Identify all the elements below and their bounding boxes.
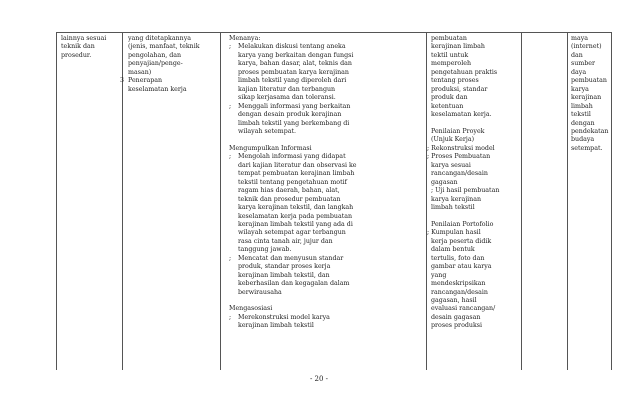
text-line: keselamatan kerja (128, 85, 187, 93)
text-line: keberhasilan dan kegagalan dalam (238, 280, 350, 288)
text-line: wilayah setempat agar terbangun (238, 229, 346, 237)
text-line: lainnya sesuai (61, 35, 107, 42)
text-line: Menggali informasi yang berkaitan (238, 102, 351, 110)
text-line: kerajinan limbah (571, 94, 602, 110)
text-line: Proses Pembuatan (431, 153, 491, 161)
text-line: tekstil tentang pengetahuan motif (238, 178, 347, 186)
list-item (229, 103, 423, 137)
bullet: ; (229, 153, 232, 161)
page-number: - 20 - (309, 375, 329, 383)
text-line: wilayah setempat. (238, 127, 297, 135)
text-line: karya, bahan dasar, alat, teknis dan (238, 60, 352, 68)
text-line: keselamatan kerja. (431, 111, 492, 119)
text-line: mendeskripsikan (431, 280, 486, 288)
bullet: ; (229, 254, 232, 262)
text-line: limbah tekstil yang diperoleh dari (238, 77, 347, 85)
text-line: yang ditetapkannya (128, 35, 192, 42)
bullet: ; (229, 102, 232, 110)
text-line: keselamatan kerja pada pembuatan (238, 212, 353, 220)
text-line: pembuatan karya (571, 77, 607, 93)
cell-text (61, 35, 119, 60)
cell-text (427, 35, 518, 331)
text-line: pembuatan (431, 35, 467, 42)
list-number: 3 (120, 77, 125, 85)
text-line: tektil untuk (431, 51, 469, 59)
text-line: pengetahuan praktis (431, 68, 498, 76)
text-line: tekstil dengan (571, 111, 595, 127)
section-heading: (Unjuk Kerja) (431, 136, 475, 144)
text-line: teknik dan (61, 43, 95, 51)
text-line: Mencatat dan menyusun standar (238, 254, 344, 262)
cell-text (229, 35, 423, 331)
table-col-4 (426, 33, 522, 370)
table-col-2 (122, 33, 221, 370)
text-line: rancangan/desain (431, 288, 488, 296)
text-line: kerajinan limbah tekstil, dan (238, 271, 330, 279)
text-line: berwirausaha (238, 288, 282, 296)
text-line: budaya setempat. (571, 136, 603, 152)
text-line: ragam hias daerah, bahan, alat, (238, 187, 340, 195)
bullet: ; (427, 229, 430, 237)
text-line: Penerapan (128, 77, 163, 85)
bullet: ; (427, 153, 430, 161)
text-line: desain gagasan (431, 313, 481, 321)
table-col-1 (57, 33, 123, 370)
text-line: ; Uji hasil pembuatan (431, 187, 500, 195)
text-line: kerja peserta didik (431, 237, 492, 245)
bullet: ; (229, 43, 232, 51)
list-item (229, 255, 423, 297)
text-line: tertulis, foto dan (431, 254, 485, 262)
text-line: kerajinan limbah tekstil yang ada di (238, 220, 353, 228)
list-item (427, 229, 518, 330)
text-line: produk dan (431, 94, 468, 102)
text-line: tentang proses (431, 77, 479, 85)
list-item (229, 43, 423, 102)
text-line: Rekonstruksi model (431, 144, 495, 152)
text-line: dengan desain produk kerajinan (238, 111, 342, 119)
text-line: proses produksi (431, 322, 483, 330)
list-item (427, 145, 518, 153)
section-heading: Mengumpulkan Informasi (229, 144, 312, 152)
text-line: Melakukan diskusi tentang aneka (238, 43, 346, 51)
text-line: dari kajian literatur dan observasi ke (238, 161, 357, 169)
text-line: penyajian/penge- (128, 60, 183, 68)
section-heading: Penilaian Proyek (431, 127, 485, 135)
text-line: Merekonstruksi model karya (238, 313, 330, 321)
table-col-5 (521, 33, 568, 370)
section-heading: Penilaian Portofolio (431, 220, 494, 228)
text-line: (jenis, manfaat, teknik (128, 43, 200, 51)
cell-text (571, 35, 608, 153)
text-line: limbah tekstil (431, 204, 475, 212)
text-line: gagasan (431, 178, 458, 186)
text-line: karya yang berkaitan dengan fungsi (238, 51, 354, 59)
table-col-6 (567, 33, 611, 370)
bullet: ; (427, 144, 430, 152)
text-line: memperoleh (431, 60, 472, 68)
text-line: tempat pembuatan kerajinan limbah (238, 170, 355, 178)
text-line: prosedur. (61, 51, 92, 59)
bullet: ; (229, 313, 232, 321)
text-line: ketentuan (431, 102, 464, 110)
section-heading: Menanya: (229, 35, 261, 42)
list-item (229, 153, 423, 254)
text-line: dalam bentuk (431, 246, 475, 254)
list-item (431, 187, 518, 212)
text-line: dan sumber daya (571, 51, 596, 76)
text-line: pengolahan, dan (128, 51, 182, 59)
text-line: produk, standar proses kerja (238, 263, 331, 271)
text-line: Kumpulan hasil (431, 229, 481, 237)
text-line: rasa cinta tanah air, jujur dan (238, 237, 333, 245)
text-line: karya kerajinan (431, 195, 482, 203)
text-line: maya (internet) (571, 35, 602, 51)
text-line: kerajinan limbah (431, 43, 485, 51)
lesson-plan-table (56, 32, 612, 370)
text-line: sikap kerjasama dan toleransi. (238, 94, 336, 102)
list-item (427, 153, 518, 187)
text-line: produksi, standar (431, 85, 488, 93)
list-item (229, 314, 423, 331)
cell-text (120, 35, 217, 94)
text-line: karya kerajinan tekstil, dan langkah (238, 204, 354, 212)
text-line: tanggung jawab. (238, 246, 292, 254)
text-line: proses pembuatan karya kerajinan (238, 68, 349, 76)
text-line: pendekatan (571, 127, 609, 135)
section-heading: Mengasosiasi (229, 305, 273, 313)
text-line: gambar atau karya (431, 263, 492, 271)
text-line: kajian literatur dan terbangun (238, 85, 336, 93)
text-line: rancangan/desain (431, 170, 488, 178)
text-line: gagasan, hasil (431, 297, 477, 305)
text-line: kerajinan limbah tekstil (238, 322, 314, 330)
text-line: limbah tekstil yang berkembang di (238, 119, 350, 127)
text-line: karya sesuai (431, 161, 471, 169)
text-line: teknik dan prosedur pembuatan (238, 195, 341, 203)
text-line: yang (431, 271, 447, 279)
text-line: masan) (128, 68, 152, 76)
text-line: Mengolah informasi yang didapat (238, 153, 346, 161)
text-line: evaluasi rancangan/ (431, 305, 496, 313)
table-col-3 (220, 33, 430, 370)
